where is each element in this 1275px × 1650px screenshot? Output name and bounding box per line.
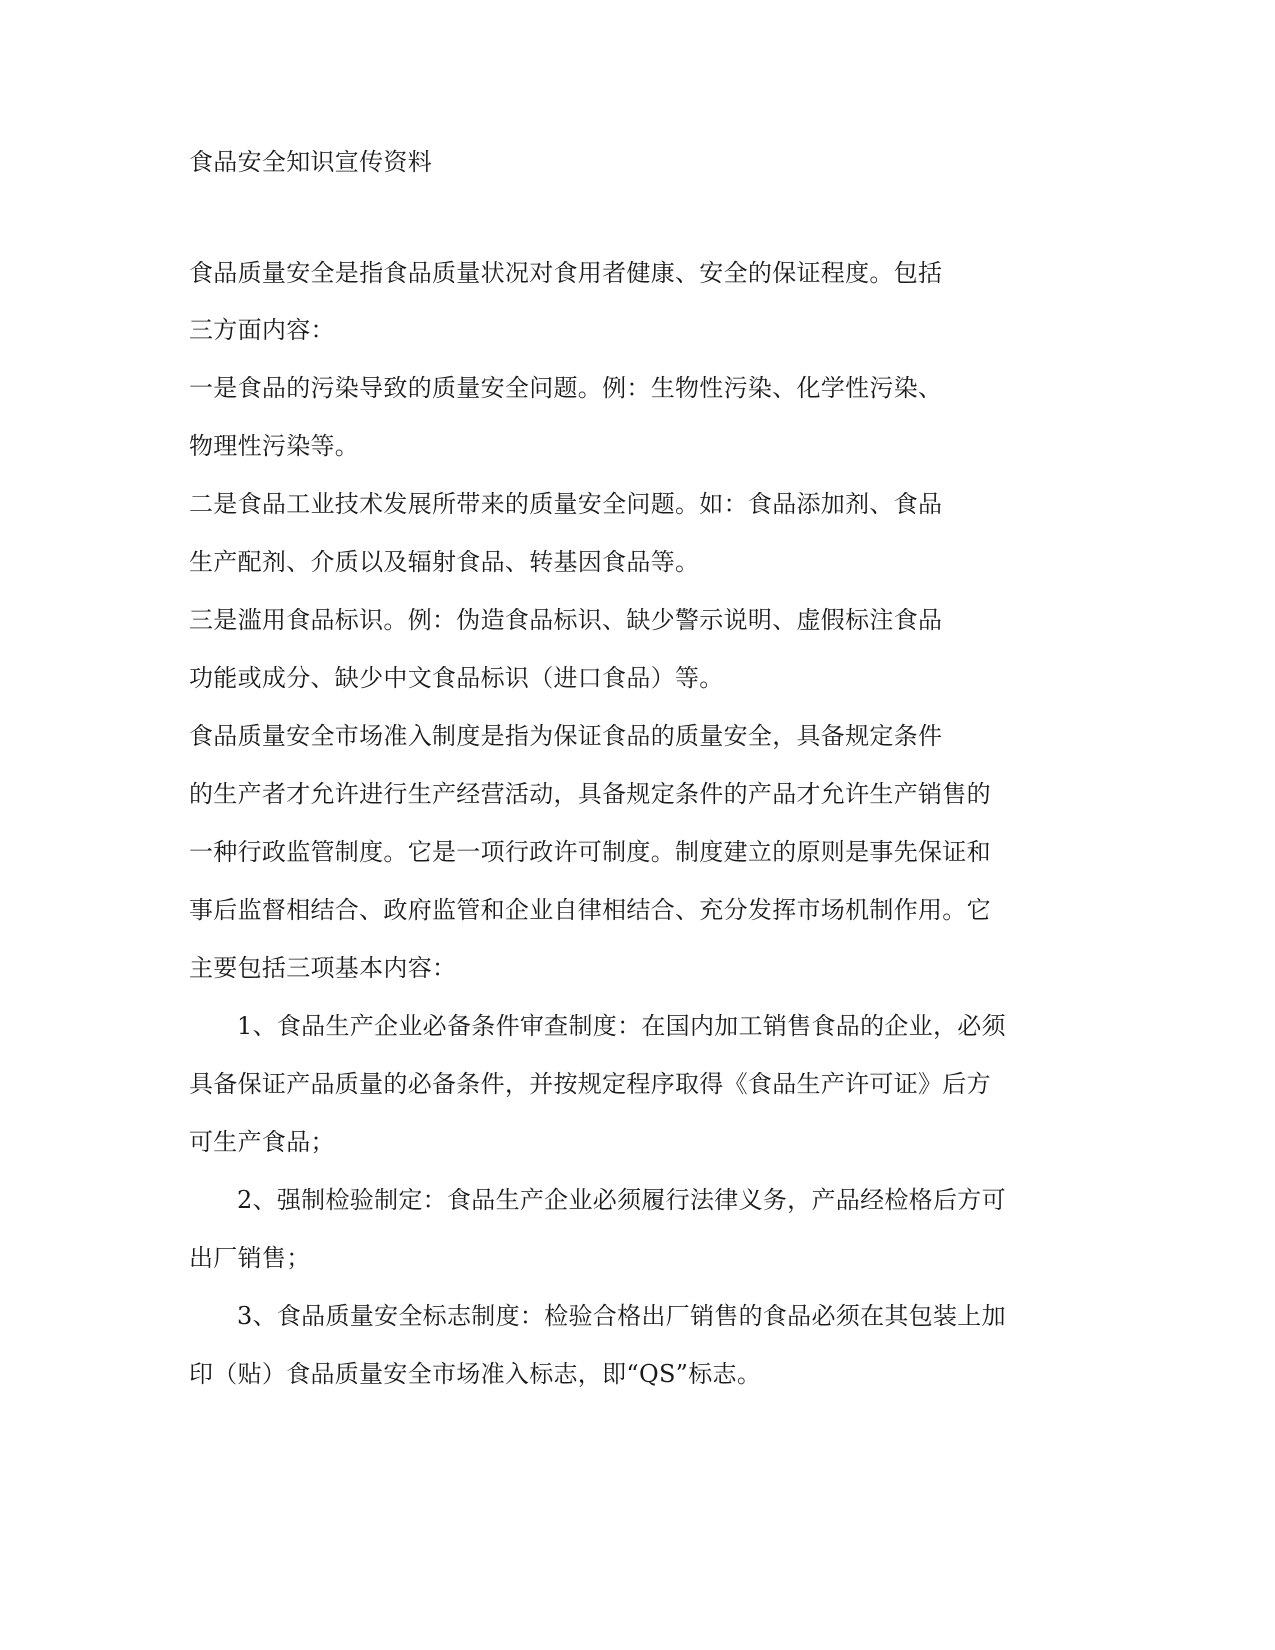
text-line: 一种行政监管制度。它是一项行政许可制度。制度建立的原则是事先保证和	[189, 838, 991, 866]
document-title: 食品安全知识宣传资料	[189, 148, 432, 176]
list-item-1: 1、食品生产企业必备条件审查制度：在国内加工销售食品的企业，必须	[237, 1012, 1006, 1040]
text-line: 功能或成分、缺少中文食品标识（进口食品）等。	[189, 664, 724, 692]
text-line: 主要包括三项基本内容：	[189, 954, 457, 982]
text-line: 可生产食品；	[189, 1128, 335, 1156]
text-line: 二是食品工业技术发展所带来的质量安全问题。如：食品添加剂、食品	[189, 490, 943, 518]
list-item-2: 2、强制检验制定：食品生产企业必须履行法律义务，产品经检格后方可	[237, 1186, 1006, 1214]
text-line: 具备保证产品质量的必备条件，并按规定程序取得《食品生产许可证》后方	[189, 1070, 991, 1098]
text-line: 出厂销售；	[189, 1244, 311, 1272]
text-line: 生产配剂、介质以及辐射食品、转基因食品等。	[189, 548, 700, 576]
list-item-3: 3、食品质量安全标志制度：检验合格出厂销售的食品必须在其包装上加	[237, 1302, 1006, 1330]
text-line: 事后监督相结合、政府监管和企业自律相结合、充分发挥市场机制作用。它	[189, 896, 991, 924]
text-line: 食品质量安全是指食品质量状况对食用者健康、安全的保证程度。包括	[189, 259, 943, 287]
text-line: 物理性污染等。	[189, 432, 360, 460]
text-line: 的生产者才允许进行生产经营活动，具备规定条件的产品才允许生产销售的	[189, 780, 991, 808]
text-line: 印（贴）食品质量安全市场准入标志，即“QS”标志。	[189, 1360, 762, 1388]
text-line: 三方面内容：	[189, 316, 335, 344]
text-line: 食品质量安全市场准入制度是指为保证食品的质量安全，具备规定条件	[189, 722, 943, 750]
text-line: 一是食品的污染导致的质量安全问题。例：生物性污染、化学性污染、	[189, 374, 943, 402]
text-line: 三是滥用食品标识。例：伪造食品标识、缺少警示说明、虚假标注食品	[189, 606, 943, 634]
